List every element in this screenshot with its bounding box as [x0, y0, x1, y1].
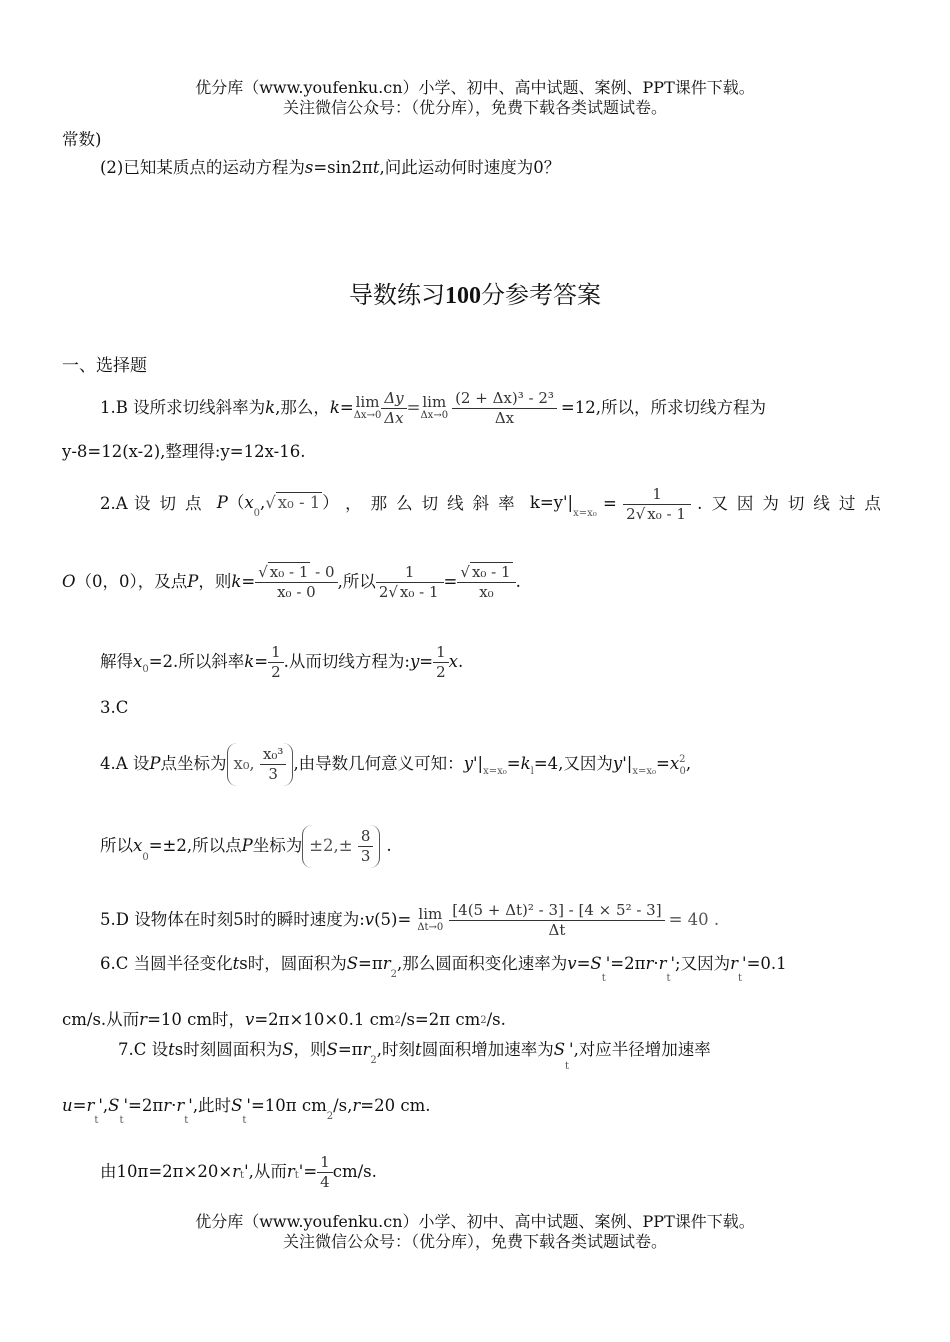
fraction: $\frac{\text{x₀³}}{3}$ [260, 745, 287, 784]
footer-line-2: 关注微信公众号：（优分库），免费下载各类试题试卷。 [282, 1232, 667, 1251]
carry-text-2: (2)已知某质点的运动方程为s=sin2πt,问此运动何时速度为0？ [100, 158, 561, 177]
answer-7-line-2: $u=r_t',S_t'=2\pi r\cdot r_t'$,此时$S_t'=10\pi$ $cm_2/s,r=20$ cm. [62, 1096, 431, 1126]
fraction: $\frac{\text{(2 + Δx)³ - 2³}}{\Delta x}$ [452, 389, 557, 428]
answer-7-line-3: 由10π=2π×20× r t ',从而 r t '= $\frac{1}{4}$ cm/s. [100, 1152, 377, 1191]
header-line-2: 关注微信公众号：（优分库），免费下载各类试题试卷。 [282, 98, 667, 117]
fraction: $\frac{1}{\text{2√ x₀ - 1}}$ [623, 485, 691, 524]
fraction: $\frac{1}{2}$ [268, 643, 284, 682]
header-line-1: 优分库（www.youfenku.cn）小学、初中、高中试题、案例、PPT课件下载。 [195, 78, 755, 97]
point-coordinates: ±2,± $\frac{8}{3}$ [302, 825, 380, 868]
fraction: $\frac{\text{[4(5 + Δt)² - 3] - [4 × 5² - 3]}}{\Delta t}$ [449, 901, 664, 940]
carry-text-1: 常数) [62, 130, 102, 149]
footer-line-1: 优分库（www.youfenku.cn）小学、初中、高中试题、案例、PPT课件下载。 [195, 1212, 755, 1231]
fraction: $\frac{\text{√ x₀ - 1}}{\text{x₀}}$ [457, 563, 515, 602]
answer-2-line-3: 解得 x 0 =2.所以斜率 k = $\frac{1}{2}$ .从而切线方程为: y = $\frac{1}{2}$ x . [100, 642, 464, 681]
point-coordinates: x₀, $\frac{\text{x₀³}}{3}$ [227, 743, 294, 786]
answer-4-line-2: 所以 x 0 =±2,所以点 P 坐标为 ±2,± $\frac{8}{3}$ . [100, 820, 392, 872]
answer-6-line-1: 6.C 当圆半径变化ts时，圆面积为$S=\pi r_2$,那么圆面积变化速率为$v=S_t'=2\pi r\cdot r_t'$;又因为$r_t'=0.1$ [100, 954, 787, 984]
answer-7-line-1: 7.C 设ts时刻圆面积为S，则$S=\pi r_2$,时刻t圆面积增加速率为$S_t'$,对应半径增加速率 [118, 1040, 711, 1072]
fraction: $\frac{\text{√ x₀ - 1 - 0}}{\text{x₀ - 0}}$ [255, 563, 337, 602]
limit-expression: lim Δx→0 [420, 393, 449, 421]
answer-1-line-1: 1.B 设所求切线斜率为 k ,那么， k = lim Δx→0 $\frac{\Delta y}{\Delta x}$ = lim Δx→0 $\frac{\text{(2 + Δx)³ - 2³}}{\Delta x}$ =12,所以，所求切线方程为 [100, 388, 766, 427]
answer-1-line-2: y-8=12(x-2),整理得:y=12x-16. [62, 442, 306, 461]
limit-expression: lim Δt→0 [417, 905, 444, 933]
answer-2-line-1: 2.A 设切点 $P(x_0,√$ x₀ - 1 ） ，那么切线斜率 $k=y'|_{x=x_0}$ = $\frac{1}{\text{2√ x₀ - 1}}$ .又因为切线过点 [100, 484, 890, 523]
fraction: $\frac{1}{2}$ [433, 643, 449, 682]
answer-4-line-1: 4.A 设 P 点坐标为 x₀, $\frac{\text{x₀³}}{3}$ ,由导数几何意义可知： y'| x=x₀ = k l =4,又因为 y'| x=x₀ = x 2 0 , [100, 734, 691, 794]
page-title: 导数练习100分参考答案 [349, 281, 601, 309]
answer-6-line-2: cm/s.从而r=10 cm时，v=2π×10×0.1 cm2/s=2π cm2/s. [62, 1010, 506, 1029]
fraction: $\frac{\Delta y}{\Delta x}$ [381, 389, 406, 428]
fraction: $\frac{8}{3}$ [358, 827, 374, 866]
section-heading: 一、选择题 [62, 356, 147, 376]
fraction: $\frac{1}{4}$ [317, 1153, 333, 1192]
fraction: $\frac{1}{\text{2√ x₀ - 1}}$ [376, 563, 444, 602]
answer-5: 5.D 设物体在时刻5时的瞬时速度为: v (5)= lim Δt→0 $\frac{\text{[4(5 + Δt)² - 3] - [4 × 5² - 3]}}{\Delta t}$ = 40 . [100, 900, 720, 939]
limit-expression: lim Δx→0 [353, 393, 382, 421]
answer-2-line-2: O （0，0），及点 P ，则 k = $\frac{\text{√ x₀ - 1 - 0}}{\text{x₀ - 0}}$ ,所以 $\frac{1}{\text{2√ x₀ - 1}}$ = $\frac{\text{√ x₀ - 1}}{\text{x₀}}$ . [62, 562, 521, 601]
answer-3: 3.C [100, 698, 129, 717]
